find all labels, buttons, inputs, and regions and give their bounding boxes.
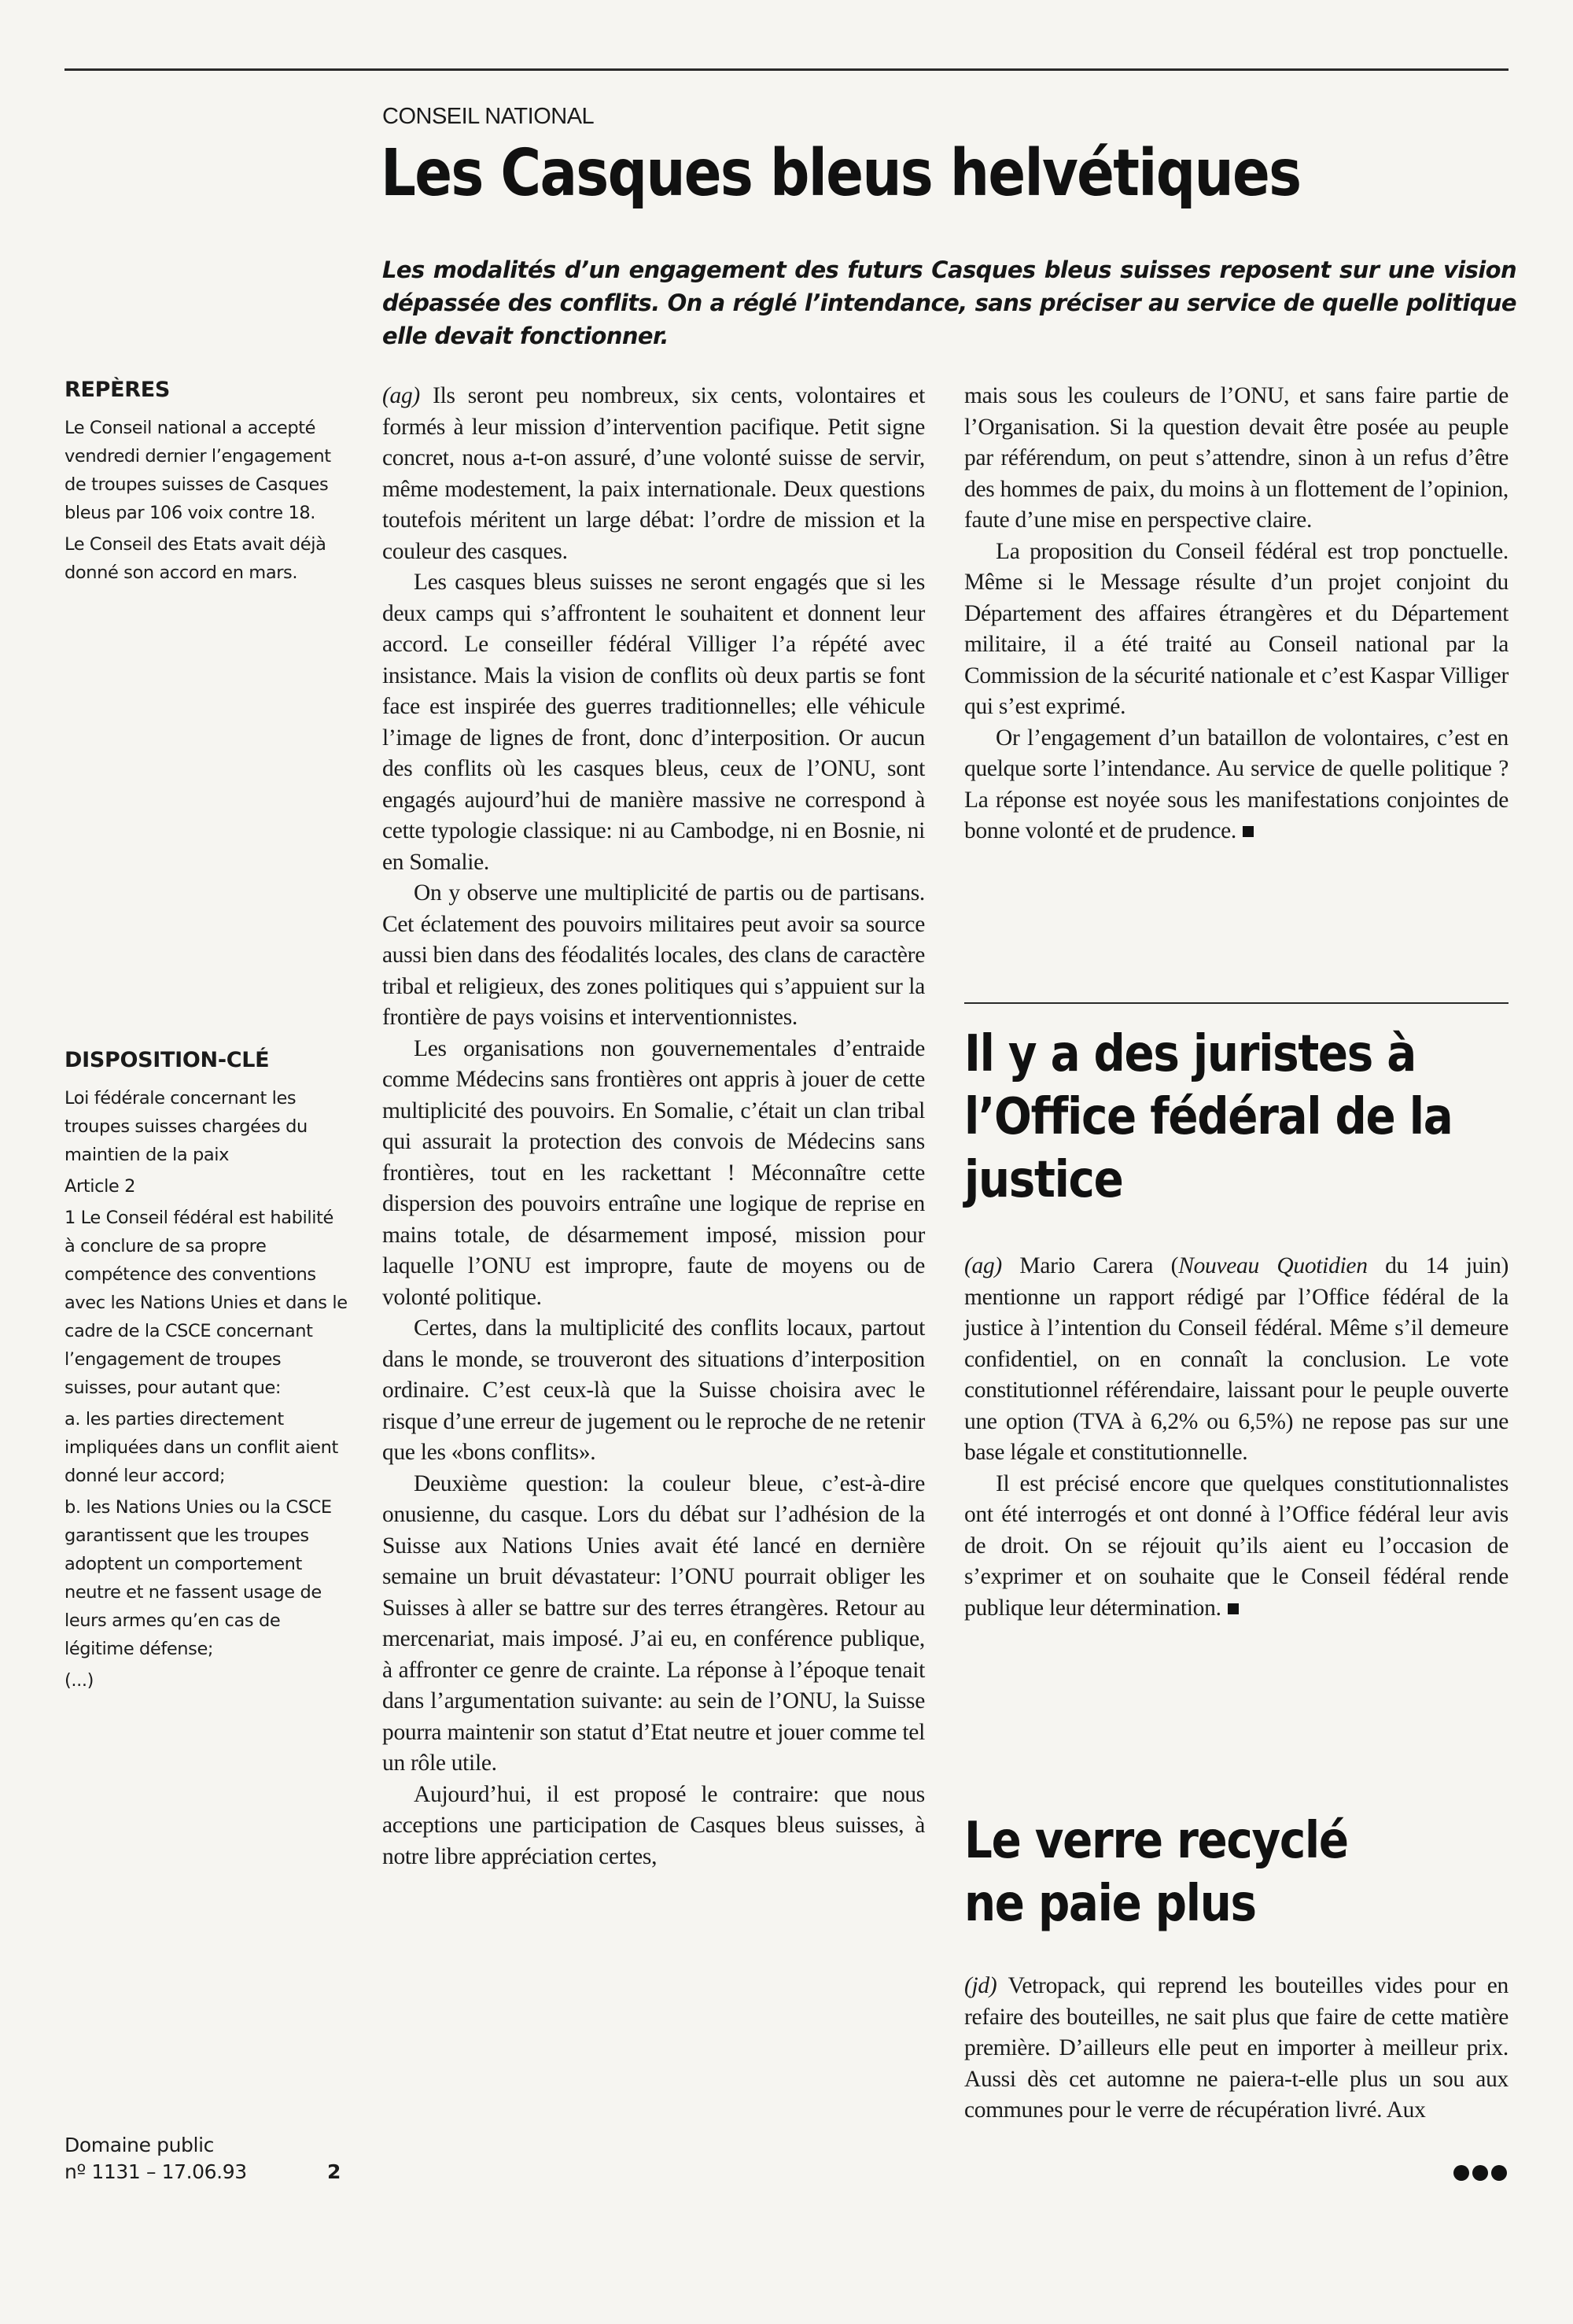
author-tag: (ag)	[382, 383, 420, 408]
article-paragraph: mais sous les couleurs de l’ONU, et sans faire partie de l’Organisation. Si la question devait être posée au peuple par référendum, on peut s’attendre, sinon à un refus d’être des hommes de paix, du moins à un flottement de l’opinion, faute d’une mise en perspective claire.	[964, 383, 1509, 533]
disposition-heading: DISPOSITION-CLÉ	[64, 1048, 270, 1072]
juristes-title: Il y a des juristes à l’Office fédéral de la justice	[964, 1025, 1453, 1209]
verre-body	[964, 1971, 1509, 2127]
article-paragraph-text: Or l’engagement d’un bataillon de volontaires, c’est en quelque sorte l’intendance. Au service de quelle politique ? La réponse est noyée sous les manifestations conjointes de bonne volonté et de prudence.	[964, 725, 1509, 843]
article-paragraph: On y observe une multiplicité de partis ou de partisans. Cet éclatement des pouvoirs militaires peut avoir sa source aussi bien dans des féodalités locales, des clans de caractère tribal et religieux, des zones politiques qui s’appuient sur la frontière de pays voisins et interventionnistes.	[382, 880, 925, 1030]
verre-title-line: Le verre recyclé	[964, 1812, 1348, 1870]
article-paragraph: Certes, dans la multiplicité des conflits locaux, partout dans le monde, se trouveront des situations d’interposition ordinaire. C’est ceux-là que la Suisse choisira avec le risque d’une erreur de jugement ou le reproche de ne retenir que les «bons conflits».	[382, 1315, 925, 1465]
juristes-paragraph-text: Il est précisé encore que quelques constitutionnalistes ont été interrogés et ont donné à l’Office fédéral leur avis de droit. On se réjouit qu’ils aient eu l’occasion de s’exprimer et on souhaite que le Conseil fédéral rende publique leur détermination.	[964, 1470, 1509, 1621]
verre-paragraph	[964, 1971, 1509, 2127]
newspaper-name: Nouveau Quotidien	[1178, 1253, 1368, 1278]
footer-issue: nº 1131 – 17.06.93	[64, 2160, 247, 2183]
reperes-paragraph: Le Conseil national a accepté vendredi dernier l’engagement de troupes suisses de Casques bleus par 106 voix contre 18.	[64, 418, 331, 523]
article-paragraph	[964, 723, 1509, 847]
reperes-heading: REPÈRES	[64, 378, 171, 402]
juristes-source-prefix: Mario Carera (	[1019, 1253, 1179, 1278]
end-mark-icon	[1243, 826, 1254, 837]
article-paragraph-text: Ils seront peu nombreux, six cents, volontaires et formés à leur mission d’intervention pacifique. Petit signe concret, nous a-t-on assuré, d’une volonté suisse de servir, même modestement, la paix internationale. Deux questions toutefois méritent un large débat: l’ordre de mission et la couleur des casques.	[382, 383, 925, 564]
disposition-item-a: a. les parties directement impliquées dans un conflit aient donné leur accord;	[64, 1409, 338, 1486]
disposition-ellipsis: (...)	[64, 1670, 94, 1691]
end-mark-icon	[1228, 1603, 1239, 1614]
disposition-item-b: b. les Nations Unies ou la CSCE garantissent que les troupes adoptent un comportement neutre et ne fassent usage de leurs armes qu’en cas de légitime défense;	[64, 1497, 332, 1659]
article-paragraph: Deuxième question: la couleur bleue, c’est-à-dire onusienne, du casque. Lors du débat sur l’adhésion de la Suisse aux Nations Unies avait été lancé en dernière semaine un bruit dévastateur: l’ONU pourrait obliger les Suisses à aller se battre sur des terres étrangères. Retour au mercenariat, mais imposé. J’ai eu, en conférence publique, à affronter ce genre de crainte. La réponse à l’époque tenait dans l’argumentation suivante: au sein de l’ONU, la Suisse pourra maintenir son statut d’Etat neutre et jouer comme tel un rôle utile.	[382, 1470, 925, 1776]
disposition-article: Article 2	[64, 1176, 136, 1197]
section-kicker: CONSEIL NATIONAL	[382, 104, 595, 129]
article-paragraph: Aujourd’hui, il est proposé le contraire: que nous acceptions une participation de Casques bleus suisses, à notre libre appréciation certes,	[382, 1781, 925, 1869]
reperes-paragraph: Le Conseil des Etats avait déjà donné son accord en mars.	[64, 534, 326, 583]
top-rule	[64, 68, 1509, 71]
article-lede: Les modalités d’un engagement des futurs Casques bleus suisses reposent sur une vision dépassée des conflits. On a réglé l’intendance, sans préciser au service de quelle politique elle devait fonctionner.	[382, 256, 1516, 349]
disposition-law: Loi fédérale concernant les troupes suisses chargées du maintien de la paix	[64, 1088, 308, 1165]
author-tag: (ag)	[964, 1253, 1002, 1278]
juristes-paragraph	[964, 1469, 1509, 1625]
juristes-body	[964, 1251, 1509, 1624]
page-number: 2	[327, 2160, 341, 2183]
footer-publication: Domaine public	[64, 2134, 214, 2156]
sidebar-reperes	[64, 376, 348, 590]
article-paragraph: Les casques bleus suisses ne seront engagés que si les deux camps qui s’affrontent le souhaitent et donnent leur accord. Le conseiller fédéral Villiger l’a répété avec insistance. Mais la vision de conflits où deux partis se font face est inspirée des guerres traditionnelles; elle véhicule l’image de lignes de front, donc d’interposition. Or aucun des conflits où les casques bleus, ceux de l’ONU, sont engagés aujourd’hui de manière massive ne correspond à cette typologie classique: ni au Cambodge, ni en Bosnie, ni en Somalie.	[382, 570, 925, 875]
disposition-text: 1 Le Conseil fédéral est habilité à conclure de sa propre compétence des conventions avec les Nations Unies et dans le cadre de la CSCE concernant l’engagement de troupes suisses, pour autant que:	[64, 1208, 348, 1398]
article-paragraph: Les organisations non gouvernementales d’entraide comme Médecins sans frontières ont appris à jouer de cette multiplicité des pouvoirs. En Somalie, c’était un clan tribal qui assurait la protection des convois de Médecins sans frontières, tout en les rackettant ! Méconnaître cette dispersion des pouvoirs entraîne une logique de reprise en mains totale, de désarmement imposé, mission pour laquelle l’ONU est impropre, faute de moyens ou de volonté politique.	[382, 1035, 925, 1310]
section-divider	[964, 1002, 1509, 1004]
page-title: Les Casques bleus helvétiques	[381, 136, 1301, 211]
juristes-paragraph	[964, 1251, 1509, 1469]
author-tag: (jd)	[964, 1973, 997, 1998]
verre-title-line: ne paie plus	[964, 1875, 1256, 1933]
article-column-2	[964, 381, 1509, 847]
sidebar-disposition	[64, 1046, 348, 1698]
juristes-paragraph-text: du 14 juin) mentionne un rapport rédigé par l’Office fédéral de la justice à l’intention du Conseil fédéral. Même s’il demeure confidentiel, on en connaît la conclusion. Le vote constitutionnel référendaire, laissant pour le peuple ouverte une option (TVA à 6,2% ou 6,5%) ne repose pas sur une base légale et constitutionnelle.	[964, 1253, 1509, 1465]
article-paragraph: La proposition du Conseil fédéral est trop ponctuelle. Même si le Message résulte d’un projet conjoint du Département des affaires étrangères et du Département militaire, il a été traité au Conseil national par la Commission de la sécurité nationale et c’est Kaspar Villiger qui s’est exprimé.	[964, 538, 1509, 719]
verre-title	[964, 1809, 1497, 1935]
continued-dots-icon	[1453, 2165, 1507, 2181]
article-paragraph	[382, 381, 925, 567]
article-column-1	[382, 381, 925, 1872]
verre-paragraph-text: Vetropack, qui reprend les bouteilles vides pour en refaire des bouteilles, ne sait plus que faire de cette matière première. D’ailleurs elle peut en importer à meilleur prix. Aussi dès cet automne ne paiera-t-elle plus un sou aux communes pour le verre de récupération livré. Aux	[964, 1973, 1509, 2123]
